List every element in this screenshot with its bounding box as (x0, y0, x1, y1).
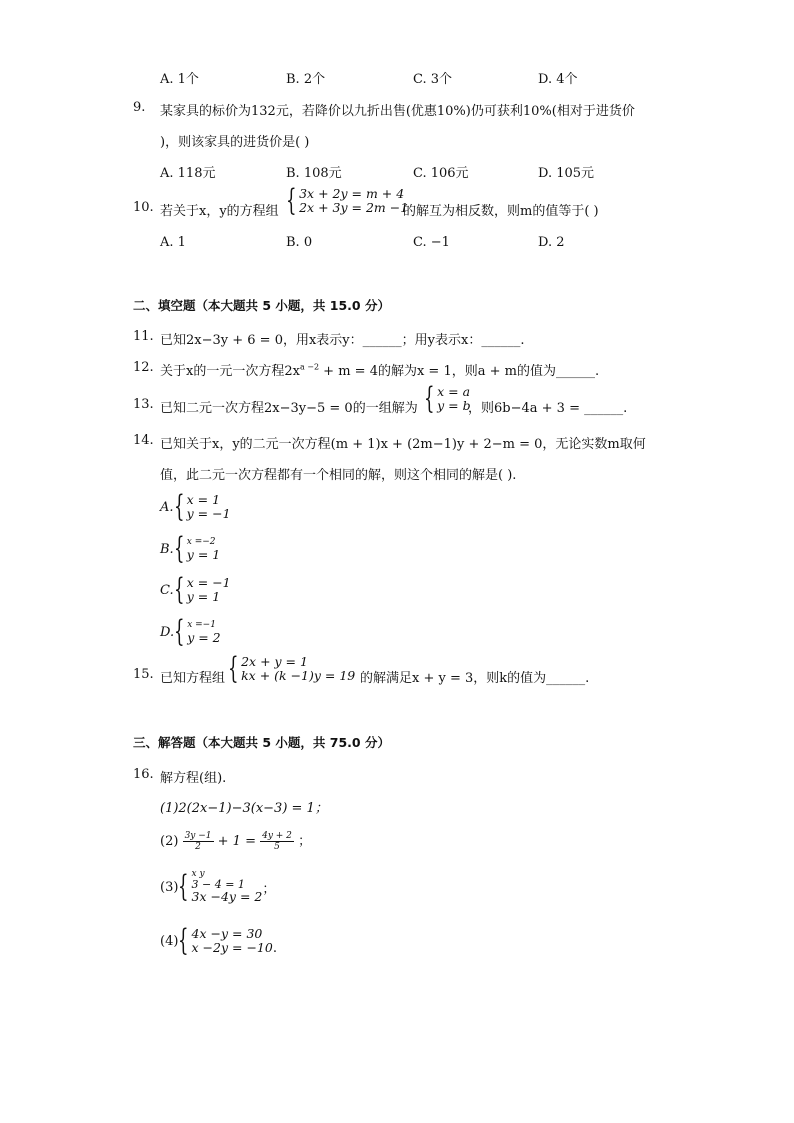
exponent: a −2 (299, 362, 320, 372)
question-number: 15. (133, 667, 154, 682)
solution-system: { x = a y = b (424, 381, 471, 416)
q9-option-c: C. 106元 (413, 166, 469, 181)
q8-option-d: D. 4个 (538, 72, 578, 87)
question-text: 关于x的一元一次方程$2x^{a -2} + m = 4$的解为x = 1，则a + m的值为______. (160, 362, 600, 379)
question-title: 解方程(组). (160, 771, 227, 786)
q8-option-b: B. 2个 (286, 72, 326, 87)
part-1: (1)2(2x−1)−3(x−3) = 1； (160, 801, 328, 816)
q8-option-a: A. 1个 (160, 72, 199, 87)
q14-option-d: D. { x =−1 y = 2 (160, 614, 221, 649)
equation-1: 3x + 2y = m + 4 (299, 186, 405, 201)
question-number: 14. (133, 433, 154, 448)
part-3: (3) { x y 3 − 4 = 1 3x −4y = 2 ； (160, 869, 276, 904)
q9-option-a: A. 118元 (160, 166, 216, 181)
part-2: (2) $\frac{3y -1}{2}$ + 1 = $\frac{4y + 2}{5}$ ； (160, 831, 312, 852)
question-text-post: 的解互为相反数，则m的值等于( ) (403, 204, 599, 219)
q10-option-b: B. 0 (286, 235, 313, 250)
equation-2: 2x + 3y = 2m −1 (299, 200, 409, 215)
q10-option-a: A. 1 (160, 235, 186, 250)
question-text-pre: 已知二元一次方程2x−3y−5 = 0的一组解为 (160, 401, 418, 416)
section-heading-solve: 三、解答题（本大题共 5 小题，共 75.0 分） (133, 735, 390, 750)
q10-option-d: D. 2 (538, 235, 565, 250)
q14-option-c: C. { x = −1 y = 1 (160, 572, 231, 607)
section-heading-fill-in: 二、填空题（本大题共 5 小题，共 15.0 分） (133, 298, 390, 313)
question-number: 16. (133, 767, 154, 782)
q10-option-c: C. −1 (413, 235, 450, 250)
q14-option-b: B. { x =−2 y = 1 (160, 531, 221, 566)
question-text-post: ，则6b−4a + 3 = ______. (468, 401, 628, 416)
question-number: 12. (133, 360, 154, 375)
question-number: 13. (133, 397, 154, 412)
question-text-pre: 已知方程组 (160, 671, 226, 686)
question-number: 11. (133, 329, 154, 344)
question-text-line1: 某家具的标价为132元，若降价以九折出售(优惠10%)仍可获利10%(相对于进货价 (160, 104, 635, 119)
question-text-line2: )，则该家具的进货价是( ) (160, 135, 310, 150)
question-text-line2: 值，此二元一次方程都有一个相同的解，则这个相同的解是( ). (160, 468, 517, 483)
q8-option-c: C. 3个 (413, 72, 453, 87)
question-text-line1: 已知关于x，y的二元一次方程(m + 1)x + (2m−1)y + 2−m = 0，无论实数m取何 (160, 437, 646, 452)
question-text: 已知2x−3y + 6 = 0，用x表示y：______；用y表示x：______. (160, 333, 525, 348)
q9-option-d: D. 105元 (538, 166, 595, 181)
question-number: 9. (133, 100, 146, 115)
question-text-pre: 若关于x，y的方程组 (160, 204, 279, 219)
part-4: (4) { 4x −y = 30 x −2y = −10 . (160, 923, 277, 958)
question-text-post: 的解满足x + y = 3，则k的值为______. (360, 671, 590, 686)
equation-system: { 2x + y = 1 kx + (k −1)y = 19 (228, 651, 356, 686)
equation-system: { 3x + 2y = m + 4 2x + 3y = 2m −1 (286, 183, 409, 218)
q14-option-a: A. { x = 1 y = −1 (160, 489, 231, 524)
question-number: 10. (133, 200, 154, 215)
q9-option-b: B. 108元 (286, 166, 342, 181)
